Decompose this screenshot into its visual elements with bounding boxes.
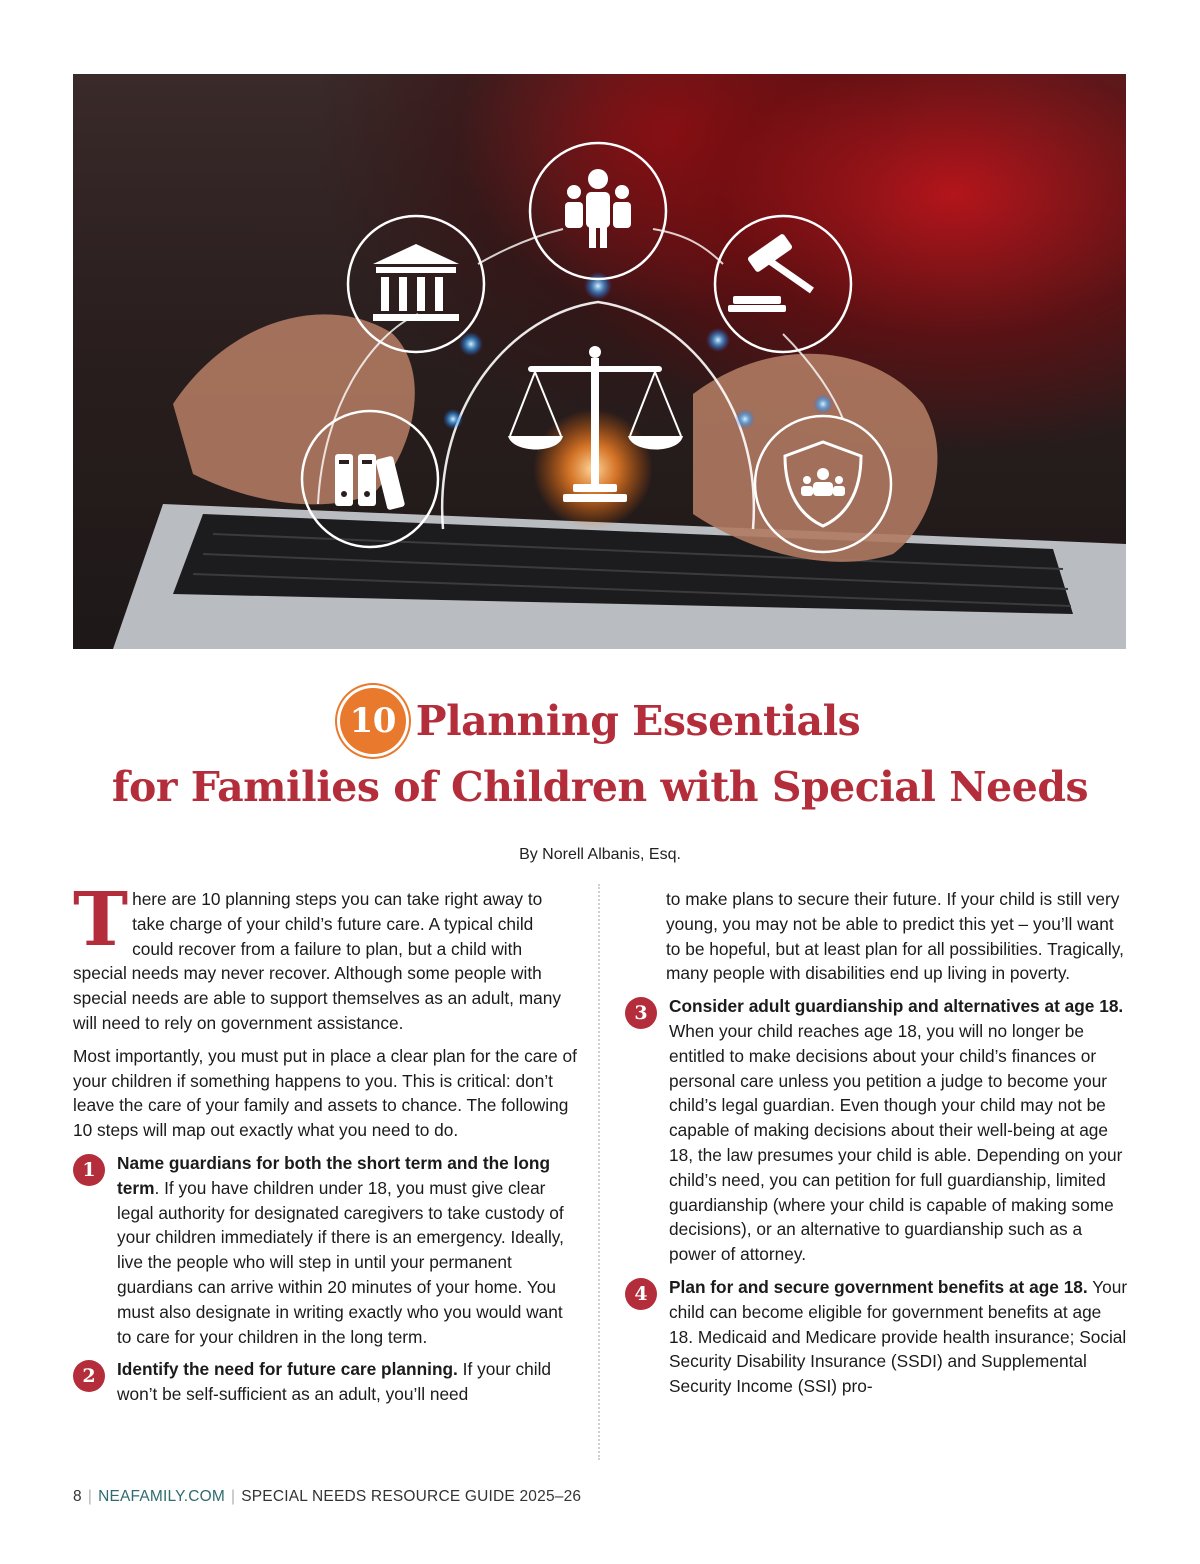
list-item bbox=[625, 1275, 1130, 1399]
intro-text-1: here are 10 planning steps you can take right away to take charge of your child’s future care. A typical child could recover from a failure to plan, but a child with special needs may never recover. Although some people with special needs are able to support themselves as an adult, many will need to rely on government assistance. bbox=[73, 889, 562, 1033]
drop-cap: T bbox=[73, 877, 129, 963]
article-headline bbox=[0, 688, 1200, 818]
step-number-badge: 4 bbox=[625, 1278, 657, 1310]
hero-illustration bbox=[73, 74, 1126, 649]
step-heading: Plan for and secure government benefits at age 18. bbox=[669, 1276, 1088, 1297]
people-icon bbox=[565, 169, 631, 248]
right-column bbox=[625, 887, 1130, 1407]
headline-subtitle: for Families of Children with Special Needs bbox=[111, 763, 1089, 811]
step-heading: Name guardians for both the short term and the long term bbox=[117, 1152, 551, 1198]
footer-publication: SPECIAL NEEDS RESOURCE GUIDE 2025–26 bbox=[241, 1488, 582, 1505]
step-2-continued: to make plans to secure their future. If your child is still very young, you may not be able to predict this yet – you’ll want to be hopeful, but at least plan for all possibilities. Tragically, many people with disabilities end up living in poverty. bbox=[666, 889, 1124, 984]
headline-line-1 bbox=[0, 688, 1200, 754]
list-item bbox=[73, 1151, 578, 1349]
step-number-badge: 1 bbox=[73, 1154, 105, 1186]
hero-image bbox=[73, 74, 1126, 649]
step-body: Your child can become eligible for government benefits at age 18. Medicaid and Medicare provide health insurance; Social Security Disability Insurance (SSDI) and Supplemental Security Income (SSI) pro- bbox=[669, 1276, 1128, 1397]
step-heading: Consider adult guardianship and alternatives at age 18. bbox=[669, 996, 1124, 1017]
step-body: . If you have children under 18, you must give clear legal authority for designated caregivers to take custody of your children immediately if there is an emergency. Ideally, live the people who will step in until your permanent guardians can arrive within 20 minutes of your home. You must also designate in writing exactly who you would want to care for your children in the long term. bbox=[117, 1177, 564, 1347]
page-footer bbox=[73, 1488, 581, 1506]
intro-paragraph-2: Most importantly, you must put in place a clear plan for the care of your children if something happens to you. This is critical: don’t leave the care of your family and assets to chance. The following 10 steps will map out exactly what you need to do. bbox=[73, 1045, 577, 1141]
step-number-badge: 2 bbox=[73, 1360, 105, 1392]
headline-title: Planning Essentials bbox=[415, 697, 861, 745]
list-item bbox=[625, 994, 1130, 1267]
number-badge: 10 bbox=[340, 688, 406, 754]
step-number-badge: 3 bbox=[625, 997, 657, 1029]
page-number: 8 bbox=[73, 1488, 82, 1505]
column-divider bbox=[598, 884, 600, 1460]
intro-paragraph-1 bbox=[73, 877, 578, 1036]
byline: By Norell Albanis, Esq. bbox=[519, 846, 681, 863]
step-heading: Identify the need for future care planning. bbox=[117, 1359, 458, 1380]
footer-separator: | bbox=[230, 1488, 236, 1505]
gavel-icon bbox=[728, 233, 814, 312]
footer-separator: | bbox=[87, 1488, 93, 1505]
step-body: If your child won’t be self-sufficient as an adult, you’ll need bbox=[117, 1359, 552, 1405]
building-icon bbox=[373, 244, 459, 321]
list-item bbox=[73, 1357, 578, 1407]
footer-site-link[interactable]: NEAFAMILY.COM bbox=[98, 1488, 225, 1505]
step-body: When your child reaches age 18, you will no longer be entitled to make decisions about your child’s finances or personal care unless you petition a judge to become your child’s legal guardian. Even though your child may not be capable of making decisions about their well-being at age 18, the law presumes your child is able. Depending on your child’s need, you can petition for full guardianship, limited guardianship (where your child is capable of making some decisions), or an alternative to guardianship such as a power of attorney. bbox=[669, 1020, 1123, 1265]
left-column bbox=[73, 877, 578, 1415]
